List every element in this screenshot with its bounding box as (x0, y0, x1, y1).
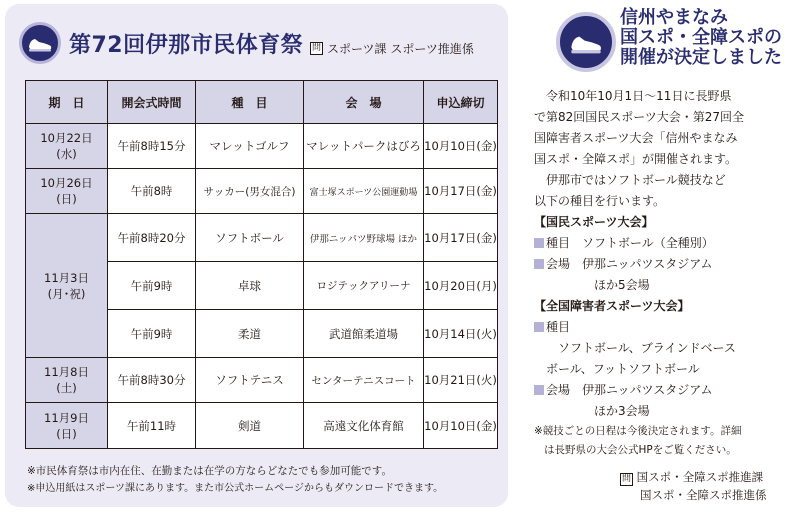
deadline-cell: 10月10日(金) (424, 403, 498, 449)
contact-section: 国スポ・全障スポ推進係 (640, 488, 767, 502)
intro-line: 令和10年10月1日～11日に長野県 (546, 89, 732, 103)
event-cell: サッカー(男女混合) (196, 169, 304, 214)
event-cell: 柔道 (196, 310, 304, 358)
sneaker-icon (556, 12, 616, 72)
notes (27, 463, 443, 497)
deadline-cell: 10月14日(火) (424, 310, 498, 358)
event-line: 種目 (534, 317, 794, 338)
time-cell: 午前8時 (108, 169, 196, 214)
contact-department: スポーツ課 スポーツ推進係 (327, 42, 474, 56)
contact-footer (620, 468, 767, 504)
date-cell: 10月22日 (水) (26, 124, 108, 169)
inquiry-mark: 問 (312, 43, 322, 53)
venue-line: 会場 伊那ニッパツスタジアム (534, 254, 794, 275)
event-cell: マレットゴルフ (196, 124, 304, 169)
table-header-row (26, 81, 498, 124)
event-detail: ソフトボール、ブラインドベース (558, 341, 736, 355)
announcement-body (534, 86, 794, 460)
bullet-square (534, 385, 544, 395)
date-cell: 11月8日 (土) (26, 358, 108, 403)
intro-line: 国スポ・全障スポ」が開催されます。 (534, 152, 738, 166)
venue-cell: 武道館柔道場 (304, 310, 424, 358)
announcement-column (520, 0, 790, 514)
table-row (26, 403, 498, 449)
time-cell: 午前9時 (108, 262, 196, 310)
contact-info (310, 40, 474, 57)
deadline-cell: 10月10日(金) (424, 124, 498, 169)
note-line: ※申込用紙はスポーツ課にあります。また市公式ホームページからもダウンロードできます。 (27, 483, 444, 494)
note-line: ※競技ごとの日程は今後決定されます。詳細 (534, 425, 742, 437)
header-date: 期 日 (26, 81, 108, 124)
event-title: 第72回伊那市民体育祭 (69, 33, 304, 58)
schedule-table (25, 80, 498, 449)
event-panel (5, 4, 508, 507)
deadline-cell: 10月17日(金) (424, 214, 498, 262)
table-row (26, 358, 498, 403)
inquiry-mark: 問 (622, 474, 632, 484)
venue-cell: 高遠文化体育館 (304, 403, 424, 449)
venue-cell: 伊那ニッパツ野球場 ほか (304, 214, 424, 262)
time-cell: 午前8時15分 (108, 124, 196, 169)
intro-line: 伊那市ではソフトボール競技など (534, 173, 726, 187)
header-event: 種 目 (196, 81, 304, 124)
venue-cell: 富士塚スポーツ公園運動場 (304, 169, 424, 214)
deadline-cell: 10月21日(火) (424, 358, 498, 403)
time-cell: 午前8時20分 (108, 214, 196, 262)
note-line: ※市民体育祭は市内在住、在勤または在学の方ならどなたでも参加可能です。 (27, 465, 392, 477)
bullet-square (534, 238, 544, 248)
venue-line-cont: ほか5会場 (594, 278, 650, 292)
event-detail: ボール、フットソフトボール (546, 362, 700, 376)
bullet-square (534, 259, 544, 269)
venue-cell: マレットパークはびろ (304, 124, 424, 169)
time-cell: 午前8時30分 (108, 358, 196, 403)
venue-line: 会場 伊那ニッパツスタジアム (534, 380, 794, 401)
table-row (26, 124, 498, 169)
deadline-cell: 10月20日(月) (424, 262, 498, 310)
time-cell: 午前9時 (108, 310, 196, 358)
event-cell: 剣道 (196, 403, 304, 449)
header-deadline: 申込締切 (424, 81, 498, 124)
date-cell: 10月26日 (日) (26, 169, 108, 214)
table-row (26, 169, 498, 214)
sneaker-icon (19, 22, 61, 64)
event-cell: ソフトテニス (196, 358, 304, 403)
event-line: 種目 ソフトボール（全種別） (534, 233, 794, 254)
venue-line-cont: ほか3会場 (594, 404, 650, 418)
header-venue: 会 場 (304, 81, 424, 124)
intro-line: で第82回国民スポーツ大会・第27回全 (534, 110, 745, 124)
intro-line: 以下の種目を行います。 (534, 194, 666, 208)
date-cell: 11月9日 (日) (26, 403, 108, 449)
event-cell: 卓球 (196, 262, 304, 310)
section-title: 【国民スポーツ大会】 (534, 215, 654, 229)
time-cell: 午前11時 (108, 403, 196, 449)
note-line: は長野県の大会公式HPをご覧ください。 (544, 444, 737, 456)
announcement-heading: 信州やまなみ 国スポ・全障スポの 開催が決定しました (620, 7, 782, 68)
contact-department: 国スポ・全障スポ推進課 (636, 470, 764, 484)
section-title: 【全国障害者スポーツ大会】 (534, 299, 690, 313)
date-cell: 11月3日 (月･祝) (26, 214, 108, 358)
table-row (26, 214, 498, 262)
header-time: 開会式時間 (108, 81, 196, 124)
event-cell: ソフトボール (196, 214, 304, 262)
deadline-cell: 10月17日(金) (424, 169, 498, 214)
bullet-square (534, 322, 544, 332)
intro-line: 国障害者スポーツ大会「信州やまなみ (534, 131, 738, 145)
venue-cell: ロジテックアリーナ (304, 262, 424, 310)
venue-cell: センターテニスコート (304, 358, 424, 403)
